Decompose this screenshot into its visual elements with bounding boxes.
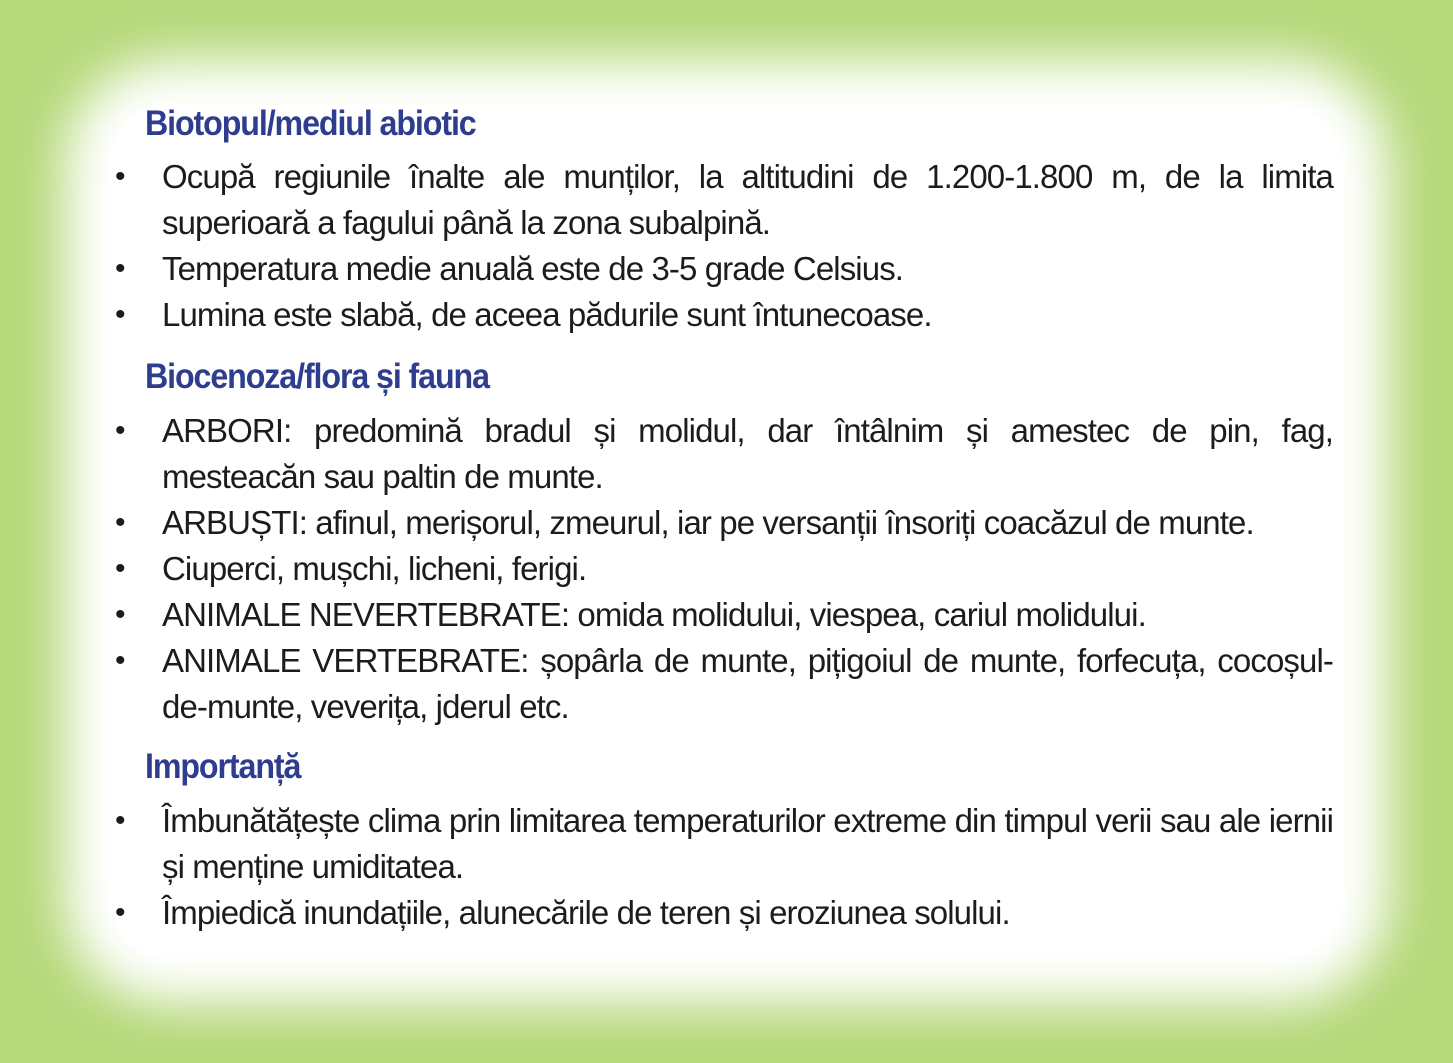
heading-biotop: Biotopul/mediul abiotic	[145, 104, 476, 143]
bullet-icon: •	[115, 804, 125, 837]
list-importanta	[115, 798, 1333, 936]
list-item: • Lumina este slabă, de aceea pădurile sunt întunecoase.	[115, 292, 1333, 338]
list-biotop	[115, 154, 1333, 338]
heading-biocenoza: Biocenoza/flora și fauna	[145, 357, 489, 396]
list-item: • Ocupă regiunile înalte ale munților, la altitudini de 1.200-1.800 m, de la limita superioară a fagului până la zona subalpină.	[115, 154, 1333, 246]
bullet-icon: •	[115, 506, 125, 539]
list-item: • ARBUȘTI: afinul, merișorul, zmeurul, iar pe versanții însoriți coacăzul de munte.	[115, 500, 1333, 546]
bullet-icon: •	[115, 896, 125, 929]
list-item: • Îmbunătățește clima prin limitarea temperaturilor extreme din timpul verii sau ale iernii și menține umiditatea.	[115, 798, 1333, 890]
heading-importanta: Importanță	[145, 747, 301, 786]
bullet-icon: •	[115, 160, 125, 193]
bullet-icon: •	[115, 598, 125, 631]
list-item: • ANIMALE NEVERTEBRATE: omida molidului, viespea, cariul molidului.	[115, 592, 1333, 638]
list-item: • ARBORI: predomină bradul și molidul, dar întâlnim și amestec de pin, fag, mesteacăn sau paltin de munte.	[115, 408, 1333, 500]
list-item: • Împiedică inundațiile, alunecările de teren și eroziunea solului.	[115, 890, 1333, 936]
bullet-icon: •	[115, 644, 125, 677]
bullet-icon: •	[115, 414, 125, 447]
bullet-icon: •	[115, 252, 125, 285]
bullet-icon: •	[115, 298, 125, 331]
list-item: • Ciuperci, mușchi, licheni, ferigi.	[115, 546, 1333, 592]
list-item: • ANIMALE VERTEBRATE: șopârla de munte, pițigoiul de munte, forfecuța, cocoșul-de-munte, veverița, jderul etc.	[115, 638, 1333, 730]
bullet-icon: •	[115, 552, 125, 585]
list-biocenoza	[115, 408, 1333, 730]
list-item: • Temperatura medie anuală este de 3-5 grade Celsius.	[115, 246, 1333, 292]
